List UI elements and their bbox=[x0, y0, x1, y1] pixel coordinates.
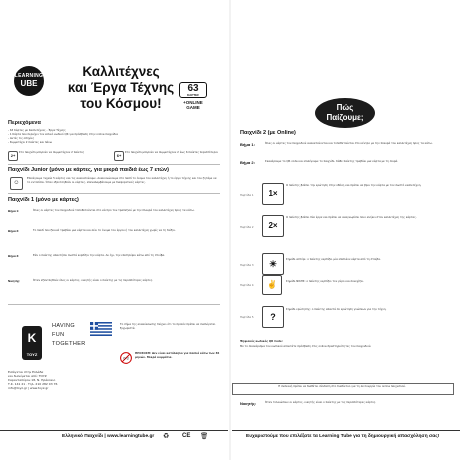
online-line2: GAME bbox=[186, 105, 200, 110]
game1-step2-text: Το παιδί που ξεκινά τραβάει μια κάρτα και λέει το όνομα του έργου ή του καλλιτέχνη χωρίς να τη δείξει. bbox=[33, 228, 176, 232]
how-to-play-badge bbox=[315, 98, 375, 128]
slogan-line1: HAVING bbox=[52, 323, 76, 329]
title-line1: Καλλιτέχνες bbox=[82, 64, 160, 79]
left-page bbox=[0, 0, 228, 460]
game1-heading: Παιχνίδι 1 (μόνο με κάρτες) bbox=[8, 197, 79, 203]
slogan-line2: FUN bbox=[52, 332, 65, 338]
contents-item: - Συμμετέχει 2 παίκτες και πάνω bbox=[8, 140, 53, 144]
contents-heading: Περιεχόμενα bbox=[8, 120, 41, 126]
round-label: Παρτίδα 4 bbox=[240, 284, 254, 287]
game2-winner-text: Όταν τελειώσουν οι κάρτες, νικητής είναι ο παίκτης με τις περισσότερες κάρτες. bbox=[265, 400, 377, 404]
round3-text: Σημάδι αστέρι: ο παίκτης κερδίζει μία επιπλέον κάρτα από τη στοίβα. bbox=[286, 257, 381, 261]
importer-line: και διανέμεται από: TOYZ bbox=[8, 374, 47, 378]
round1-icon: 1× bbox=[262, 183, 284, 205]
importer-line: Τ.Κ. 141 21 · Τηλ. 210 282 03 76 bbox=[8, 382, 58, 386]
round-label: Παρτίδα 2 bbox=[240, 226, 254, 229]
game1-step1-text: Όλες οι κάρτες του παιχνιδιού τοποθετούνται στο κέντρο του τραπεζιού με την πλευρά του καλλιτέχνη προς τα κάτω. bbox=[33, 208, 195, 212]
online-line1: +ONLINE bbox=[183, 100, 203, 105]
recycle-icon: ♻ bbox=[163, 432, 170, 440]
round-label: Παρτίδα 1 bbox=[240, 194, 254, 197]
contents-item: - Αυτές τις οδηγίες bbox=[8, 136, 35, 140]
age-note-left: Στο παιχνίδι μπορούν να συμμετέχουν 2 παίκτες bbox=[19, 150, 85, 154]
recycle-warning: Το σήμα της ανακύκλωσης δείχνει ότι το προϊόν πρέπει να συλλέγεται ξεχωριστά. bbox=[120, 322, 216, 330]
age-warning-icon bbox=[120, 352, 132, 364]
title-line2: και Έργα Τέχνης bbox=[67, 80, 175, 95]
learning-tube-logo bbox=[14, 66, 44, 96]
game1-winner-label: Νικητής: bbox=[8, 279, 21, 283]
game2-winner-label: Νικητής: bbox=[240, 401, 257, 406]
divider bbox=[8, 193, 220, 194]
child-icon: ☺ bbox=[10, 177, 23, 190]
bin-icon: 🗑 bbox=[200, 432, 209, 440]
how-to-play-line2: Παίζουμε; bbox=[326, 113, 364, 122]
greek-flag-icon bbox=[90, 322, 112, 336]
round5-icon: ? bbox=[262, 306, 284, 328]
game1-step3-text: Εάν ο παίκτης απαντήσει σωστά κερδίζει την κάρτα. Αν όχι, την επιστρέφει κάτω από τη στοίβα. bbox=[33, 253, 166, 257]
page-gutter bbox=[229, 0, 231, 460]
round4-icon: ✌ bbox=[262, 275, 282, 295]
footer-rule bbox=[0, 430, 228, 431]
importer-line: info@toyz.gr | www.toyz.gr bbox=[8, 386, 49, 390]
ce-mark-icon: CE bbox=[182, 433, 191, 439]
round-label: Παρτίδα 5 bbox=[240, 316, 254, 319]
round3-icon: ☀ bbox=[262, 253, 284, 275]
round2-text: Ο παίκτης βλέπει δύο έργα και πρέπει να αναγνωρίσει ποιο ανήκει στον καλλιτέχνη της κάρτας. bbox=[286, 215, 417, 219]
game1-step3-label: Βήμα 3: bbox=[8, 254, 20, 258]
junior-heading: Παιχνίδι Junior (μόνο με κάρτες, για μικρά παιδιά έως 7 ετών) bbox=[8, 167, 169, 173]
players-icon: 2+ bbox=[8, 151, 18, 161]
round5-text: Σημάδι ερώτησης: ο παίκτης απαντά σε ερώτηση γνώσεων για την τέχνη. bbox=[286, 307, 387, 311]
slogan-line3: TOGETHER bbox=[52, 341, 86, 347]
game1-step1-label: Βήμα 1: bbox=[8, 209, 20, 213]
game2-step2-label: Βήμα 2: bbox=[240, 160, 255, 165]
logo-line1: LEARNING bbox=[14, 73, 44, 79]
age-note-right: Στο παιχνίδι μπορούν να συμμετέχουν 2 έως 6 παίκτες περισσότεροι bbox=[125, 150, 218, 154]
logo-line2: UBE bbox=[20, 79, 38, 88]
divider bbox=[8, 164, 220, 165]
cards-count-badge bbox=[179, 82, 207, 98]
how-to-play-line1: Πώς bbox=[336, 103, 354, 112]
contents-item: - 63 Κάρτες με Καλλιτέχνες - Έργα Τέχνης bbox=[8, 128, 66, 132]
age-icon: 6+ bbox=[114, 151, 124, 161]
choking-warning: ΠΡΟΣΟΧΗ: Δεν είναι κατάλληλο για παιδιά κάτω των 36 μηνών. Μικρά κομμάτια. bbox=[135, 351, 220, 359]
round1-text: Ο παίκτης βλέπει την ερώτηση στην οθόνη και πρέπει να βρει την κάρτα με τον σωστό καλλιτέχνη. bbox=[286, 183, 422, 187]
divider bbox=[8, 304, 220, 305]
title-line3: του Κόσμου! bbox=[80, 96, 162, 111]
toyz-k-mark: K bbox=[27, 331, 37, 345]
cards-label: ΚΑΡΤΕΣ bbox=[187, 93, 199, 97]
svg-text:0-3: 0-3 bbox=[123, 356, 129, 361]
connectivity-note: Η συσκευή πρέπει να διαθέτει σύνδεση στο διαδίκτυο για τη λειτουργία του online παιχνιδιού. bbox=[278, 384, 406, 388]
qr-heading: Ψηφιακός κωδικός QR Code: bbox=[240, 339, 283, 343]
round2-icon: 2× bbox=[262, 215, 284, 237]
qr-text: Με το σκανάρισμα του κωδικού αποκτάτε πρόσβαση στις online δραστηριότητες του παιχνιδιού. bbox=[240, 344, 372, 348]
game2-step1-text: Όλες οι κάρτες του παιχνιδιού ανακατεύονται και τοποθετούνται στο κέντρο με την πλευρά του καλλιτέχνη προς τα κάτω. bbox=[265, 141, 433, 145]
junior-text: Επιλέγουμε τυχαία 5 κάρτες και τις ανακατεύουμε. Ανακοινώνουμε στο παιδί το όνομα του καλλιτέχνη ή το έργο τέχνης και του ζητάμε να το εντοπίσει. Όταν εξαντληθούν οι κάρτες, επαναλαμβάνουμε με διαφορετικές κάρτες. bbox=[27, 176, 217, 184]
round4-text: Σημάδι ΝΙΚΗΣ: ο παίκτης κερδίζει τον γύρο και συνεχίζει. bbox=[286, 279, 364, 283]
contents-item: - 1 Κάρτα που περιέχει τον ειδικό κωδικό QR για πρόσβαση στην online παιχνίδια bbox=[8, 132, 118, 136]
slogan bbox=[52, 322, 86, 349]
footer-right: Ευχαριστούμε που επιλέξατε τα Learning Tube για τη δημιουργική απασχόληση σας! bbox=[246, 434, 440, 439]
footer-left: Ελληνικό Παιχνίδι | www.learningtube.gr bbox=[62, 434, 155, 439]
game1-step2-label: Βήμα 2: bbox=[8, 229, 20, 233]
round-label: Παρτίδα 3 bbox=[240, 264, 254, 267]
importer-line: Εισάγεται στην Ελλάδα bbox=[8, 370, 44, 374]
toyz-name: TOYZ bbox=[26, 352, 38, 357]
footer-rule bbox=[232, 430, 460, 431]
online-game-badge bbox=[178, 100, 208, 110]
game1-winner-text: Όταν εξαντληθούν όλες οι κάρτες, νικητής είναι ο παίκτης με τις περισσότερες κάρτες. bbox=[33, 278, 154, 282]
game2-heading: Παιχνίδι 2 (με Online) bbox=[240, 130, 296, 136]
game2-step1-label: Βήμα 1: bbox=[240, 142, 255, 147]
importer-line: Σαρανταπόρου 18, Ν. Ηράκλειο bbox=[8, 378, 56, 382]
toyz-logo bbox=[22, 326, 42, 360]
game2-step2-text: Σκανάρουμε το QR code και επιλέγουμε το παιχνίδι. Κάθε παίκτης τραβάει μια κάρτα με τη σειρά. bbox=[265, 159, 399, 163]
cards-count: 63 bbox=[187, 83, 199, 94]
